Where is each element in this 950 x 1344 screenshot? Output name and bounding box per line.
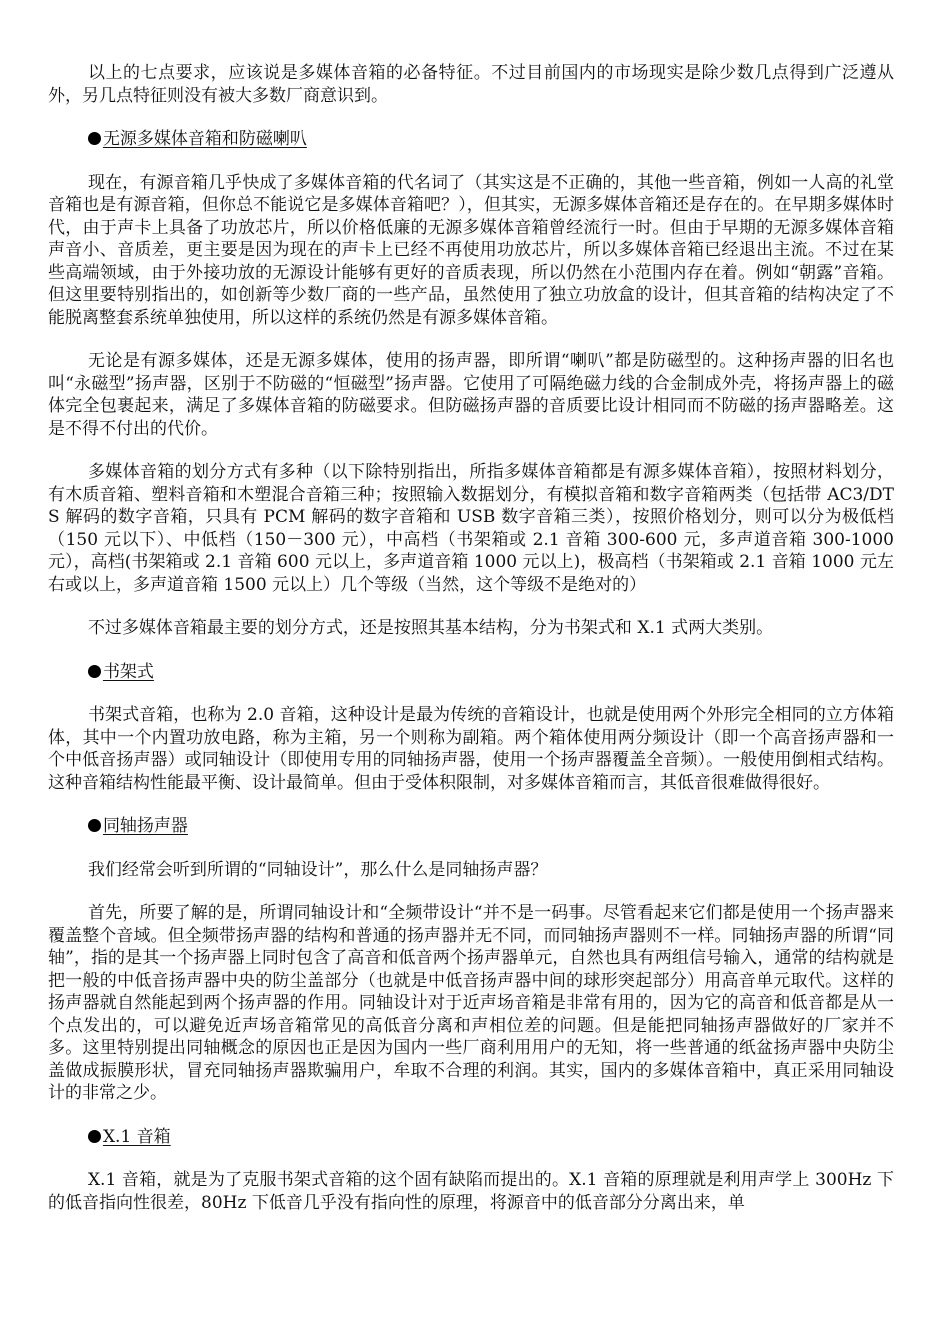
paragraph-coaxial-question: 我们经常会听到所谓的“同轴设计”，那么什么是同轴扬声器？: [87, 859, 548, 880]
section-heading-text: X.1 音箱: [102, 1126, 171, 1147]
bullet-icon: [88, 665, 101, 678]
paragraph-magnetic-shielding: 无论是有源多媒体，还是无源多媒体，使用的扬声器，即所谓“喇叭”都是防磁型的。这种扬声器的旧名也叫“永磁型”扬声器，区别于不防磁的“恒磁型”扬声器。它使用了可隔绝磁力线的合金制成外壳，将扬声器上的磁体完全包裹起来，满足了多媒体音箱的防磁要求。但防磁扬声器的音质要比设计相同而不防磁的扬声器略差。这是不得不付出的代价。: [48, 351, 894, 439]
paragraph-coaxial-explanation: 首先，所要了解的是，所谓同轴设计和“全频带设计“并不是一码事。尽管看起来它们都是使用一个扬声器来覆盖整个音域。但全频带扬声器的结构和普通的扬声器并无不同，而同轴扬声器则不一样。同轴扬声器的所谓“同轴”，指的是其一个扬声器上同时包含了高音和低音两个扬声器单元，自然也具有两组信号输入，通常的结构就是把一般的中低音扬声器中央的防尘盖部分（也就是中低音扬声器中间的球形突起部分）用高音单元取代。这样的扬声器就自然能起到两个扬声器的作用。同轴设计对于近声场音箱是非常有用的，因为它的高音和低音都是从一个点发出的，可以避免近声场音箱常见的高低音分离和声相位差的问题。但是能把同轴扬声器做好的厂家并不多。这里特别提出同轴概念的原因也正是因为国内一些厂商利用用户的无知，将一些普通的纸盆扬声器中央防尘盖做成振膜形状，冒充同轴扬声器欺骗用户，牟取不合理的利润。其实，国内的多媒体音箱中，真正采用同轴设计的非常之少。: [48, 903, 894, 1103]
section-heading-text: 同轴扬声器: [102, 816, 188, 836]
section-heading-bookshelf: [48, 661, 894, 684]
paragraph-bookshelf: 书架式音箱，也称为 2.0 音箱，这种设计是最为传统的音箱设计，也就是使用两个外形完全相同的立方体箱体，其中一个内置功放电路，称为主箱，另一个则称为副箱。两个箱体使用两分频设计（即一个高音扬声器和一个中低音扬声器）或同轴设计（即使用专用的同轴扬声器，使用一个扬声器覆盖全音频）。一般使用倒相式结构。这种音箱结构性能最平衡、设计最简单。但由于受体积限制，对多媒体音箱而言，其低音很难做得很好。: [48, 705, 894, 793]
paragraph-passive-speakers: 现在，有源音箱几乎快成了多媒体音箱的代名词了（其实这是不正确的，其他一些音箱，例如一人高的礼堂音箱也是有源音箱，但你总不能说它是多媒体音箱吧？），但其实，无源多媒体音箱还是存在的。在早期多媒体时代，由于声卡上具备了功放芯片，所以价格低廉的无源多媒体音箱曾经流行一时。但由于早期的无源多媒体音箱声音小、音质差，更主要是因为现在的声卡上已经不再使用功放芯片，所以多媒体音箱已经退出主流。不过在某些高端领域，由于外接功放的无源设计能够有更好的音质表现，所以仍然在小范围内存在着。例如“朝露”音箱。但这里要特别指出的，如创新等少数厂商的一些产品，虽然使用了独立功放盒的设计，但其音箱的结构决定了不能脱离整套系统单独使用，所以这样的系统仍然是有源多媒体音箱。: [48, 172, 894, 328]
document-page: [48, 62, 894, 1235]
section-heading-text: 书架式: [102, 661, 154, 682]
section-heading-x1: [48, 1126, 894, 1149]
paragraph-classification: 多媒体音箱的划分方式有多种（以下除特别指出，所指多媒体音箱都是有源多媒体音箱），按照材料划分，有木质音箱、塑料音箱和木塑混合音箱三种；按照输入数据划分，有模拟音箱和数字音箱两类（包括带 AC3/DTS 解码的数字音箱，只具有 PCM 解码的数字音箱和 USB 数字音箱三类），按照价格划分，则可以分为极低档（150 元以下）、中低档（150－300 元），中高档（书架箱或 2.1 音箱 300-600 元，多声道音箱 300-1000 元），高档(书架箱或 2.1 音箱 600 元以上，多声道音箱 1000 元以上)，极高档（书架箱或 2.1 音箱 1000 元左右或以上，多声道音箱 1500 元以上）几个等级（当然，这个等级不是绝对的）: [48, 462, 894, 595]
bullet-icon: [88, 819, 101, 832]
paragraph-intro: 以上的七点要求，应该说是多媒体音箱的必备特征。不过目前国内的市场现实是除少数几点得到广泛遵从外，另几点特征则没有被大多数厂商意识到。: [48, 63, 894, 106]
section-heading-text: 无源多媒体音箱和防磁喇叭: [102, 129, 307, 149]
bullet-icon: [88, 132, 101, 145]
paragraph-main-division: 不过多媒体音箱最主要的划分方式，还是按照其基本结构，分为书架式和 X.1 式两大类别。: [87, 618, 774, 638]
bullet-icon: [88, 1130, 101, 1143]
section-heading-coaxial: [48, 815, 894, 838]
section-heading-passive-speakers: [48, 128, 894, 151]
paragraph-x1: X.1 音箱，就是为了克服书架式音箱的这个固有缺陷而提出的。X.1 音箱的原理就是利用声学上 300Hz 下的低音指向性很差，80Hz 下低音几乎没有指向性的原理，将源音中的低音部分分离出来，单: [48, 1170, 894, 1213]
